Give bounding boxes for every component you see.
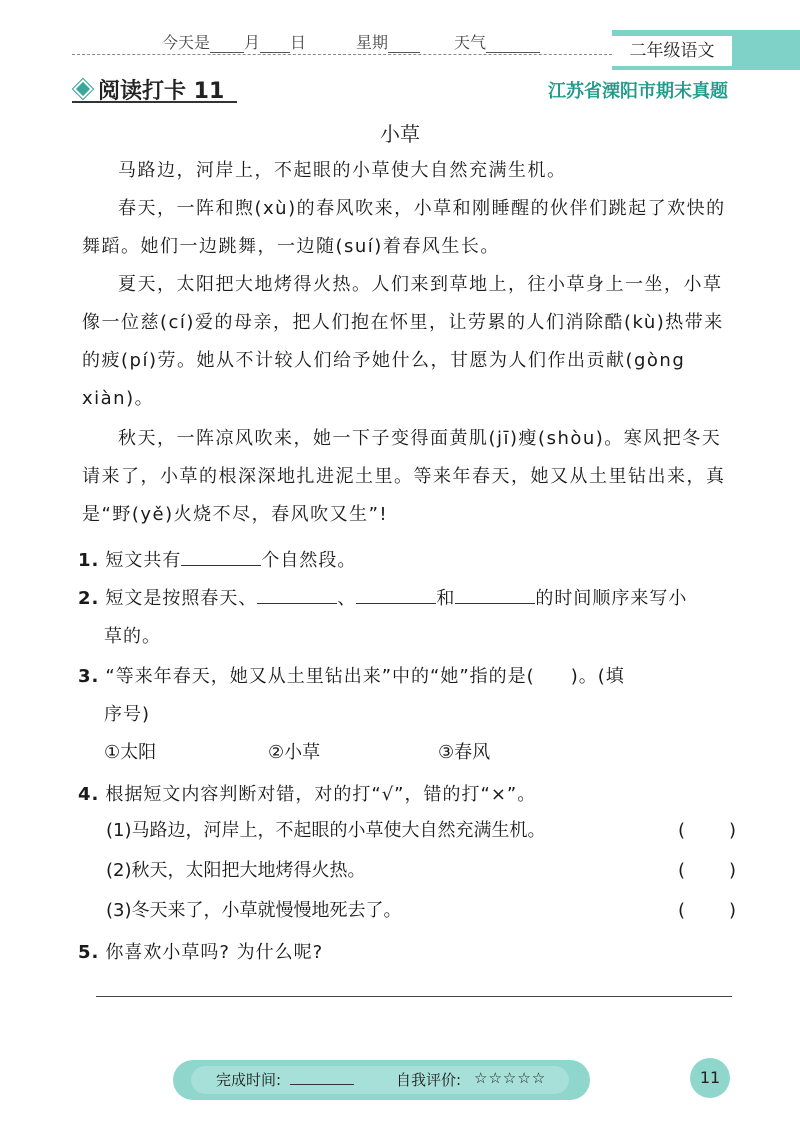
day-blank[interactable] — [260, 36, 290, 53]
q3-option-1: ①太阳 — [104, 742, 157, 763]
paren-open: ( — [678, 820, 686, 841]
q2-sep-1: 、 — [337, 588, 357, 609]
section-title: 阅读打卡 11 — [98, 79, 225, 104]
paragraph-3: 夏天，太阳把大地烤得火热。人们来到草地上，往小草身上一坐，小草像一位慈(cí)爱的母亲，把人们抱在怀里，让劳累的人们消除酷(kù)热带来的疲(pí)劳。她从不计较人们给予她什么，甘愿为人们作出贡献(gòng xiàn)。 — [82, 274, 724, 409]
day-label: 日 — [290, 33, 307, 52]
question-5 — [78, 934, 738, 972]
paragraph-2: 春天，一阵和煦(xù)的春风吹来，小草和刚睡醒的伙伴们跳起了欢快的舞蹈。她们一边跳舞，一边随(suí)着春风生长。 — [82, 198, 726, 257]
date-field — [162, 30, 306, 53]
q4-item-3 — [106, 892, 736, 930]
month-blank[interactable] — [210, 36, 244, 53]
diamond-icon — [73, 79, 93, 99]
q2-blank-2[interactable] — [356, 583, 436, 604]
today-label: 今天是 — [162, 33, 211, 52]
q3-number: 3. — [78, 666, 100, 687]
page-number: 11 — [690, 1058, 730, 1098]
q2-line-2: 草的。 — [104, 626, 161, 647]
paragraph-1: 马路边，河岸上，不起眼的小草使大自然充满生机。 — [118, 160, 567, 181]
paren-open: ( — [678, 900, 686, 921]
header-dashed-line — [72, 54, 612, 55]
q1-text-before: 短文共有 — [105, 550, 182, 571]
q3-text-close: )。(填 — [570, 666, 625, 687]
paren-open: ( — [678, 860, 686, 881]
q4-text: 根据短文内容判断对错，对的打“√”，错的打“×”。 — [105, 784, 537, 805]
completion-time-label: 完成时间: — [216, 1071, 282, 1089]
q5-number: 5. — [78, 942, 100, 963]
grade-label: 二年级语文 — [612, 36, 732, 66]
q4-number: 4. — [78, 784, 100, 805]
weather-field — [454, 30, 540, 53]
weather-label: 天气 — [454, 33, 487, 52]
q4-item-3-text: (3)冬天来了，小草就慢慢地死去了。 — [106, 900, 402, 921]
q4-item-1 — [106, 812, 736, 850]
q3-option-3: ③春风 — [438, 742, 491, 763]
section-underline — [72, 101, 237, 103]
question-2 — [78, 580, 738, 618]
q3-line-2: 序号) — [104, 704, 151, 725]
q5-answer-line[interactable] — [96, 996, 732, 997]
q3-option-2: ②小草 — [268, 742, 321, 763]
q2-number: 2. — [78, 588, 100, 609]
q5-text: 你喜欢小草吗? 为什么呢? — [105, 942, 324, 963]
completion-time-blank[interactable] — [290, 1084, 354, 1085]
q4-item-1-text: (1)马路边，河岸上，不起眼的小草使大自然充满生机。 — [106, 820, 546, 841]
q4-item-2-text: (2)秋天，太阳把大地烤得火热。 — [106, 860, 366, 881]
q4-item-2-answer[interactable] — [678, 852, 736, 890]
exam-source: 江苏省溧阳市期末真题 — [548, 81, 728, 102]
q2-text-after: 的时间顺序来写小 — [535, 588, 688, 609]
paragraph-4: 秋天，一阵凉风吹来，她一下子变得面黄肌(jī)瘦(shòu)。寒风把冬天请来了，小草的根深深地扎进泥土里。等来年春天，她又从土里钻出来，真是“野(yě)火烧不尽，春风吹又生”! — [82, 428, 726, 525]
q1-answer-blank[interactable] — [181, 545, 261, 566]
q2-blank-3[interactable] — [455, 583, 535, 604]
q1-text-after: 个自然段。 — [261, 550, 357, 571]
q2-text-before: 短文是按照春天、 — [105, 588, 258, 609]
q2-sep-2: 和 — [436, 588, 456, 609]
q4-item-2 — [106, 852, 736, 890]
q1-number: 1. — [78, 550, 100, 571]
weekday-label: 星期 — [356, 33, 389, 52]
question-3 — [78, 658, 738, 696]
question-4 — [78, 776, 738, 814]
question-1 — [78, 542, 738, 580]
q2-blank-1[interactable] — [257, 583, 337, 604]
weekday-field — [356, 30, 420, 53]
month-label: 月 — [244, 33, 261, 52]
q4-item-1-answer[interactable] — [678, 812, 736, 850]
article-title: 小草 — [380, 122, 420, 146]
q3-text: “等来年春天，她又从土里钻出来”中的“她”指的是( — [105, 666, 535, 687]
weather-blank[interactable] — [486, 36, 540, 53]
q4-item-3-answer[interactable] — [678, 892, 736, 930]
star-rating-icons[interactable]: ☆☆☆☆☆ — [474, 1069, 547, 1087]
paren-close: ) — [728, 860, 736, 881]
weekday-blank[interactable] — [388, 36, 420, 53]
paren-close: ) — [728, 820, 736, 841]
self-eval-label: 自我评价: — [396, 1071, 462, 1089]
paren-close: ) — [728, 900, 736, 921]
